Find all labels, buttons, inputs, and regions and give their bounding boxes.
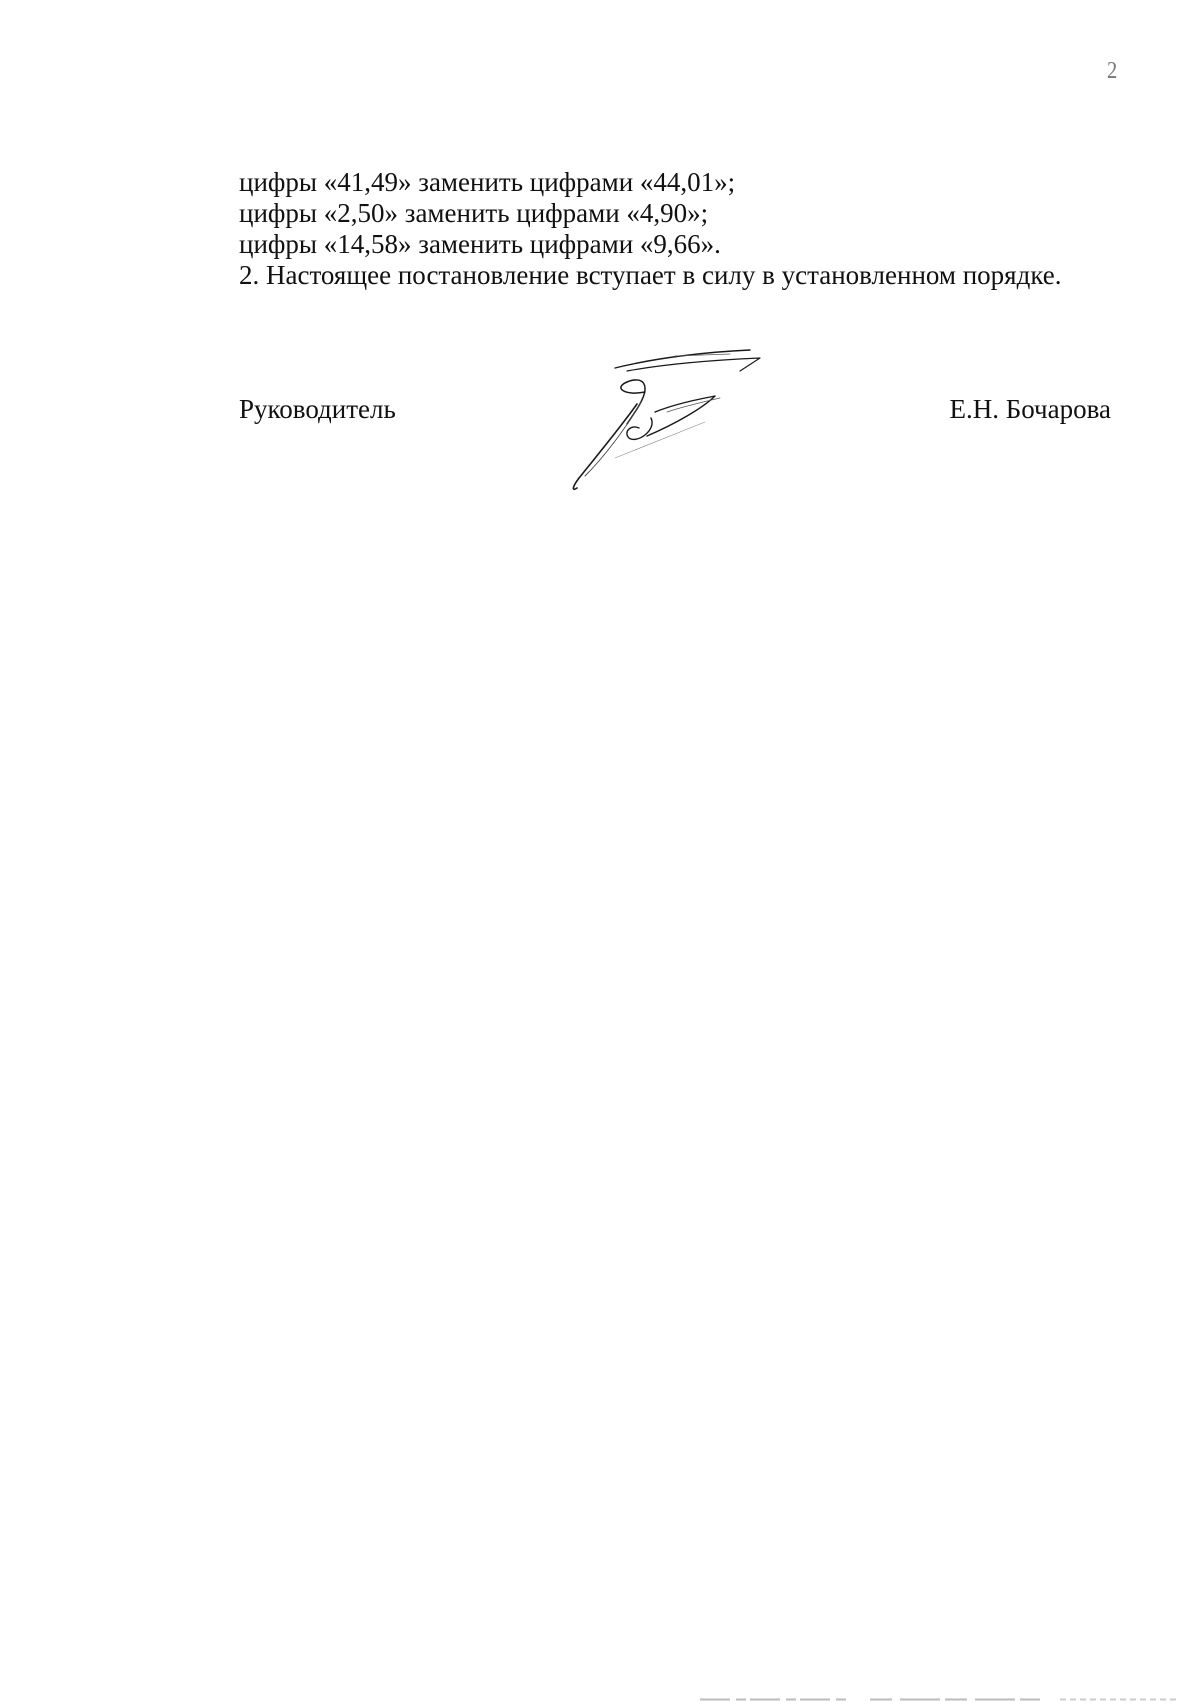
handwritten-signature [555, 340, 805, 490]
body-line: цифры «2,50» заменить цифрами «4,90»; [239, 198, 709, 228]
signatory-position: Руководитель [239, 394, 396, 424]
scan-edge-marks [700, 1698, 1180, 1701]
body-line: цифры «14,58» заменить цифрами «9,66». [239, 229, 721, 259]
body-line: 2. Настоящее постановление вступает в силу в установленном порядке. [239, 260, 1062, 290]
signatory-name: Е.Н. Бочарова [949, 394, 1111, 424]
body-line: цифры «41,49» заменить цифрами «44,01»; [239, 167, 736, 197]
page-number: 2 [1106, 58, 1118, 84]
document-body [239, 167, 1139, 291]
